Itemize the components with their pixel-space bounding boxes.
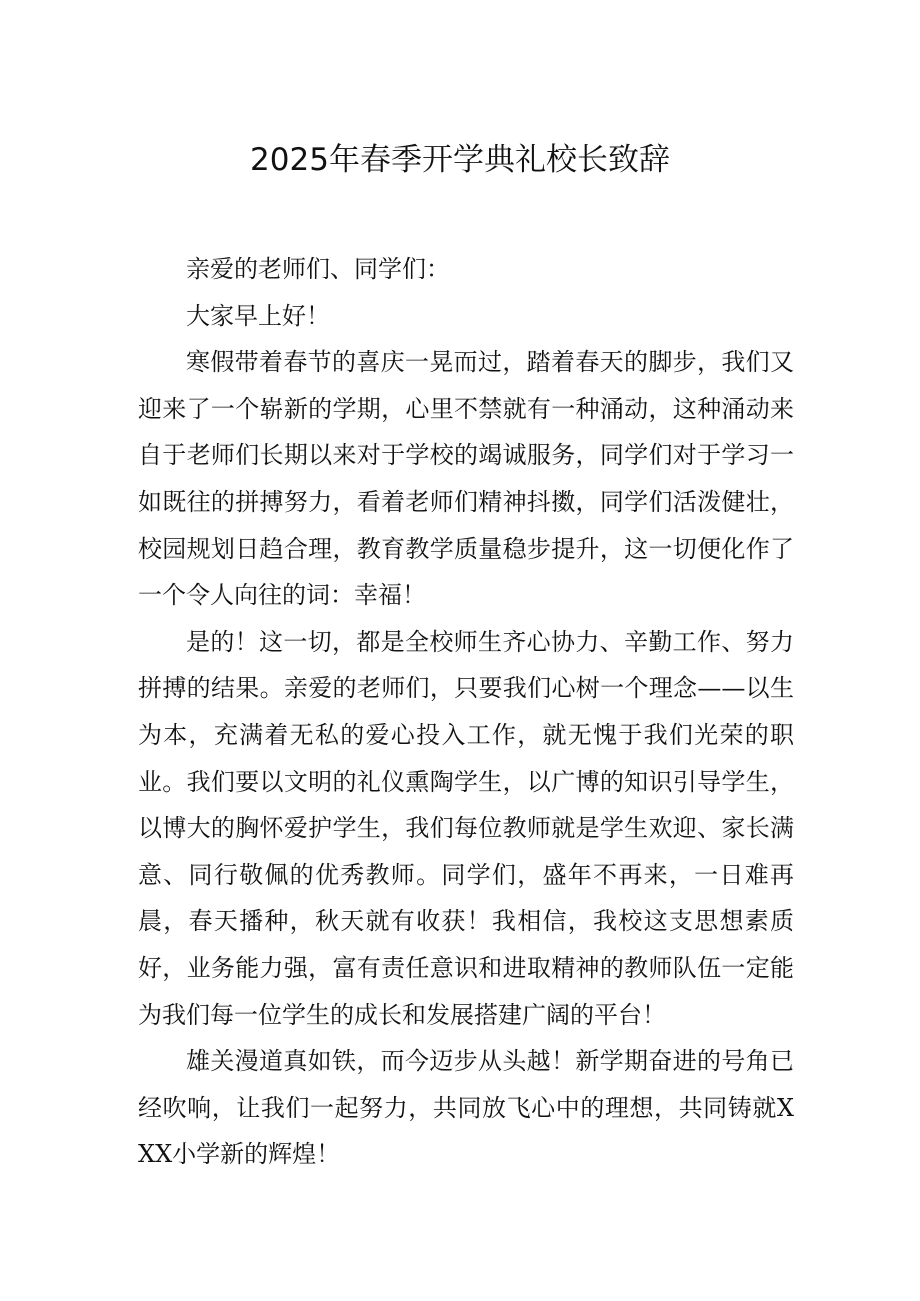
paragraph-salutation: 亲爱的老师们、同学们： (186, 255, 450, 283)
paragraph-teamwork: 是的！这一切，都是全校师生齐心协力、辛勤工作、努力拼搏的结果。亲爱的老师们，只要我们心树一个理念——以生为本，充满着无私的爱心投入工作，就无愧于我们光荣的职业。我们要以文明的礼仪熏陶学生，以广博的知识引导学生，以博大的胸怀爱护学生，我们每位教师就是学生欢迎、家长满意、同行敬佩的优秀教师。同学们，盛年不再来，一日难再晨，春天播种，秋天就有收获！我相信，我校这支思想素质好，业务能力强，富有责任意识和进取精神的教师队伍一定能为我们每一位学生的成长和发展搭建广阔的平台！ (138, 627, 794, 1029)
document-body (138, 246, 794, 1178)
paragraph-greeting: 大家早上好！ (186, 301, 330, 330)
paragraph-closing: 雄关漫道真如铁，而今迈步从头越！新学期奋进的号角已经吹响，让我们一起努力，共同放飞心中的理想，共同铸就XXX小学新的辉煌！ (138, 1047, 794, 1169)
paragraph-new-semester: 寒假带着春节的喜庆一晃而过，踏着春天的脚步，我们又迎来了一个崭新的学期，心里不禁就有一种涌动，这种涌动来自于老师们长期以来对于学校的竭诚服务，同学们对于学习一如既往的拼搏努力，看着老师们精神抖擞，同学们活泼健壮，校园规划日趋合理，教育教学质量稳步提升，这一切便化作了一个令人向往的词：幸福！ (138, 348, 794, 610)
document-title: 2025年春季开学典礼校长致辞 (250, 142, 670, 178)
